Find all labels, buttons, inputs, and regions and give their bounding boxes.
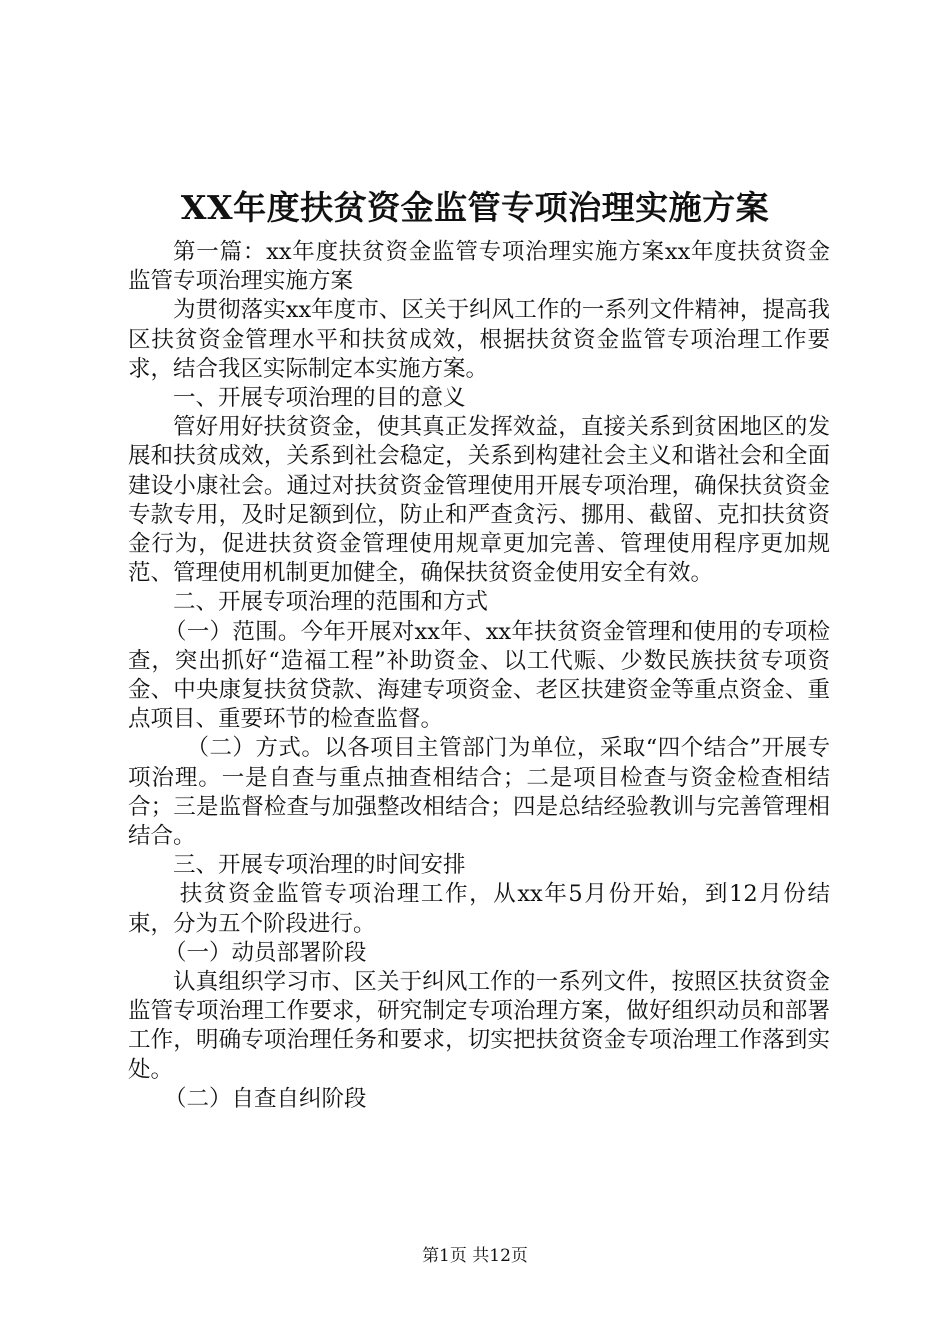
paragraph-intro: 为贯彻落实xx年度市、区关于纠风工作的一系列文件精神，提高我区扶贫资金管理水平和扶贫成效，根据扶贫资金监管专项治理工作要求，结合我区实际制定本实施方案。 <box>128 297 830 382</box>
paragraph-schedule: 扶贫资金监管专项治理工作，从xx年5月份开始，到12月份结束，分为五个阶段进行。 <box>128 881 830 937</box>
paragraph-purpose: 管好用好扶贫资金，使其真正发挥效益，直接关系到贫困地区的发展和扶贫成效，关系到社会稳定，关系到构建社会主义和谐社会和全面建设小康社会。通过对扶贫资金管理使用开展专项治理，确保扶贫资金专款专用，及时足额到位，防止和严查贪污、挪用、截留、克扣扶贫资金行为，促进扶贫资金管理使用规章更加完善、管理使用程序更加规范、管理使用机制更加健全，确保扶贫资金使用安全有效。 <box>128 414 830 587</box>
section-heading-schedule: 三、开展专项治理的时间安排 <box>173 852 466 879</box>
subheading-self-inspection: （二）自查自纠阶段 <box>164 1085 367 1112</box>
paragraph-scope: （一）范围。今年开展对xx年、xx年扶贫资金管理和使用的专项检查，突出抓好“造福工程”补助资金、以工代赈、少数民族扶贫专项资金、中央康复扶贫贷款、海建专项资金、老区扶建资金等重点资金、重点项目、重要环节的检查监督。 <box>128 618 830 733</box>
document-title: XX年度扶贫资金监管专项治理实施方案 <box>180 188 770 227</box>
paragraph-mobilization: 认真组织学习市、区关于纠风工作的一系列文件，按照区扶贫资金监管专项治理工作要求，研究制定专项治理方案，做好组织动员和部署工作，明确专项治理任务和要求，切实把扶贫资金专项治理工作落到实处。 <box>128 969 830 1083</box>
page-footer: 第1页 共12页 <box>422 1246 528 1266</box>
section-heading-purpose: 一、开展专项治理的目的意义 <box>173 385 466 412</box>
section-heading-scope: 二、开展专项治理的范围和方式 <box>173 589 489 616</box>
paragraph-chapter-heading: 第一篇：xx年度扶贫资金监管专项治理实施方案xx年度扶贫资金监管专项治理实施方案 <box>128 239 830 295</box>
subheading-mobilization: （一）动员部署阶段 <box>164 939 367 966</box>
paragraph-method: （二）方式。以各项目主管部门为单位，采取“四个结合”开展专项治理。一是自查与重点抽查相结合；二是项目检查与资金检查相结合；三是监督检查与加强整改相结合；四是总结经验教训与完善管理相结合。 <box>128 735 830 850</box>
document-body <box>128 238 830 1114</box>
